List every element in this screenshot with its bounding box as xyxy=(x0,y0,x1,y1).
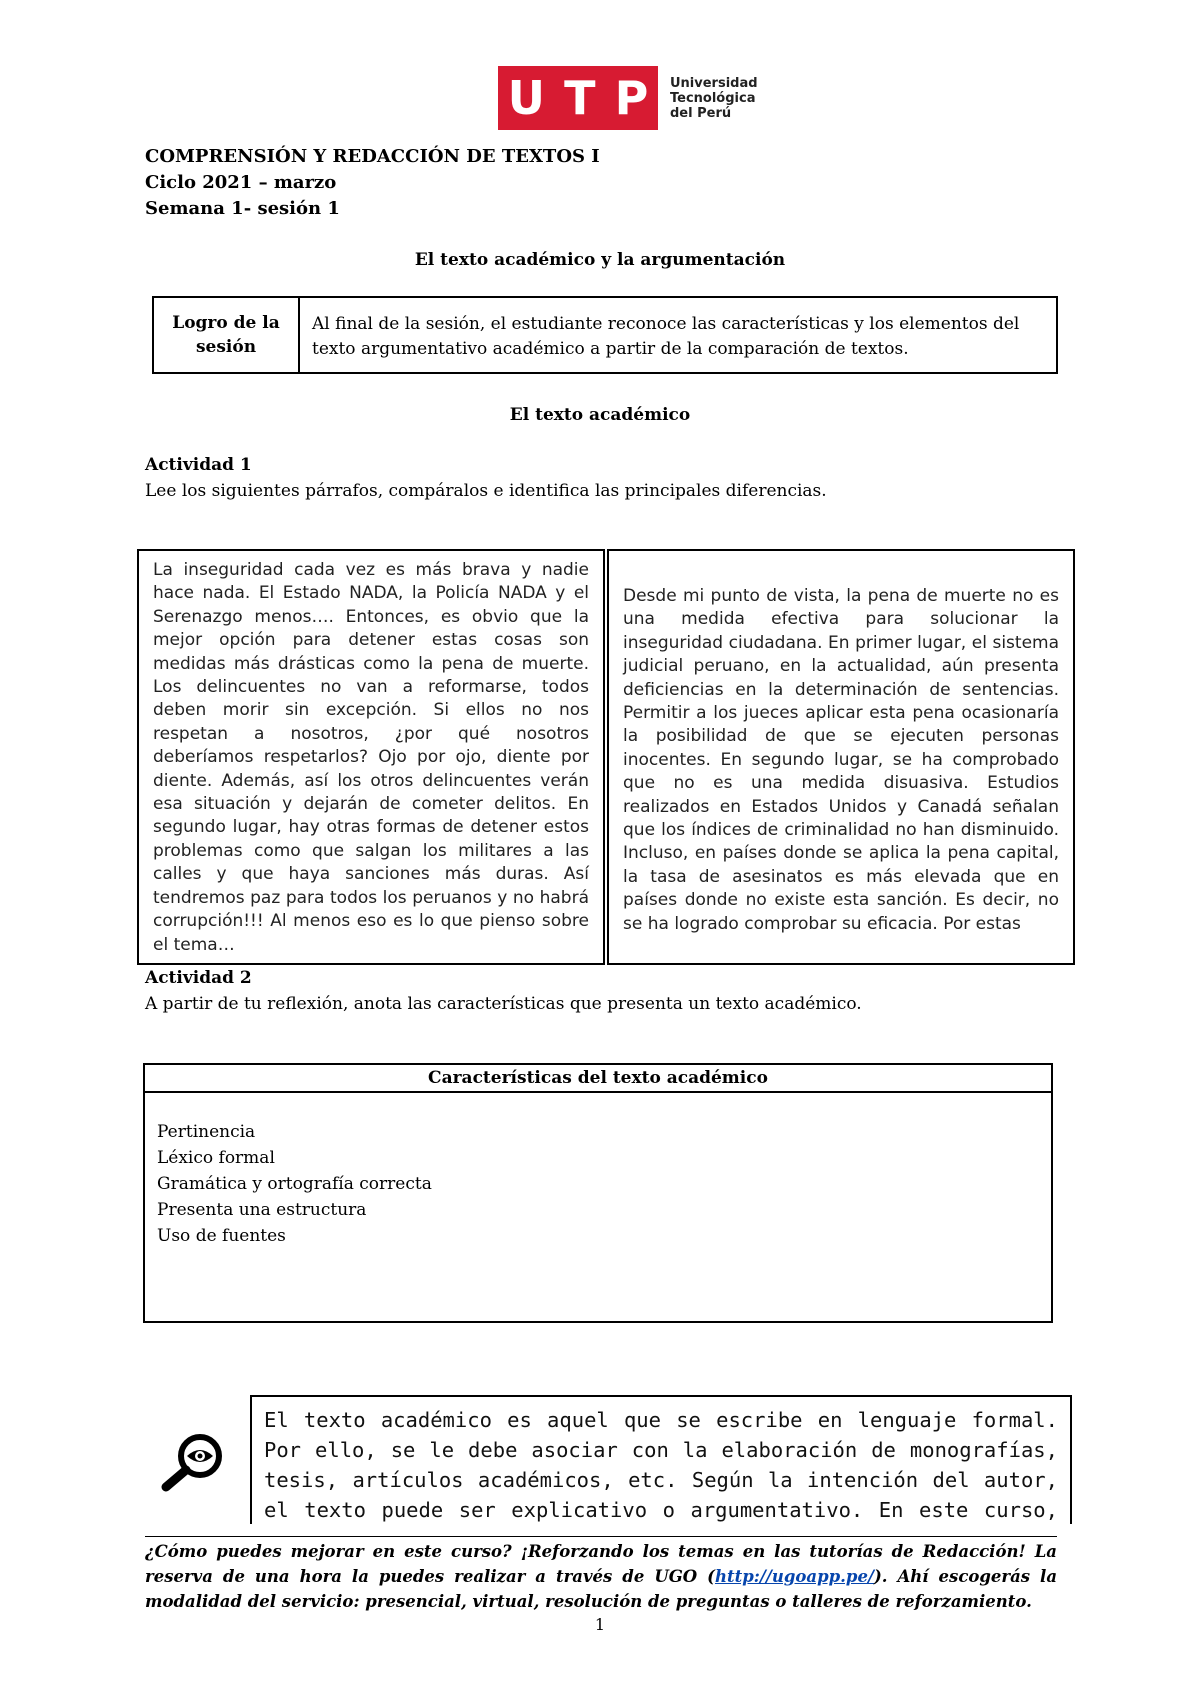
footer-note xyxy=(145,1539,1057,1614)
footer-note-start: ¿Cómo puedes mejorar en este curso? ¡Reforzando los temas en las tutorías de Redacción! La reserva de una hora la puedes realizar a través de UGO ( xyxy=(145,1542,1057,1586)
characteristic-item: Gramática y ortografía correcta xyxy=(157,1174,432,1194)
activity2-title: Actividad 2 xyxy=(145,968,252,988)
ugo-link[interactable]: http://ugoapp.pe/ xyxy=(714,1567,874,1586)
activity1-title: Actividad 1 xyxy=(145,455,252,475)
utp-logo-mark xyxy=(498,66,658,130)
utp-logo xyxy=(498,66,758,130)
logo-letter-p: P xyxy=(614,71,649,125)
logo-line-3: del Perú xyxy=(670,105,732,121)
course-title: COMPRENSIÓN Y REDACCIÓN DE TEXTOS I xyxy=(145,146,600,167)
magnifier-eye-icon xyxy=(160,1432,230,1492)
cycle-label: Ciclo 2021 – marzo xyxy=(145,172,337,193)
characteristic-item: Presenta una estructura xyxy=(157,1200,367,1220)
paragraph-academic: Desde mi punto de vista, la pena de muerte no es una medida efectiva para solucionar la inseguridad ciudadana. En primer lugar, el sistema judicial peruano, en la actualidad, aún presenta deficiencias en la determinación de sentencias. Permitir a los jueces aplicar esta pena ocasionaría la posibilidad de que se ejecuten personas inocentes. En segundo lugar, se ha comprobado que no es una medida disuasiva. Estudios realizados en Estados Unidos y Canadá señalan que los índices de criminalidad no han disminuido. Incluso, en países donde se aplica la pena capital, la tasa de asesinatos es más elevada que en países donde no existe esta sanción. Es decir, no se ha logrado comprobar su eficacia. Por estas xyxy=(607,549,1075,965)
characteristic-item: Pertinencia xyxy=(157,1122,256,1142)
footer-note-end: ). Ahí escogerás la modalidad del servicio: presencial, virtual, resolución de preguntas o talleres de reforzamiento. xyxy=(145,1567,1058,1611)
activity1-instruction: Lee los siguientes párrafos, compáralos e identifica las principales diferencias. xyxy=(145,481,827,501)
logro-text: Al final de la sesión, el estudiante reconoce las características y los elementos del texto argumentativo académico a partir de la comparación de textos. xyxy=(312,314,1020,359)
characteristic-item: Uso de fuentes xyxy=(157,1226,286,1246)
characteristics-list xyxy=(145,1093,1051,1249)
characteristics-table xyxy=(143,1063,1053,1323)
section-title: El texto académico xyxy=(509,405,691,425)
logro-label: Logro de la sesión xyxy=(154,298,300,372)
logo-line-1: Universidad xyxy=(670,75,758,91)
logo-university-name xyxy=(670,76,758,121)
activity2-instruction: A partir de tu reflexión, anota las características que presenta un texto académico. xyxy=(145,994,862,1014)
logo-line-2: Tecnológica xyxy=(670,90,756,106)
session-title: El texto académico y la argumentación xyxy=(414,250,786,270)
logo-letter-u: U xyxy=(507,71,545,125)
callout-box: El texto académico es aquel que se escribe en lenguaje formal. Por ello, se le debe asociar con la elaboración de monografías, tesis, artículos académicos, etc. Según la intención del autor, el texto puede ser explicativo o argumentativo. En este curso, xyxy=(250,1395,1072,1524)
page-number: 1 xyxy=(594,1615,606,1634)
footer-divider xyxy=(145,1536,1057,1537)
characteristics-header: Características del texto académico xyxy=(145,1065,1051,1093)
logo-letter-t: T xyxy=(564,71,596,125)
week-label: Semana 1- sesión 1 xyxy=(145,198,340,219)
paragraph-informal: La inseguridad cada vez es más brava y nadie hace nada. El Estado NADA, la Policía NADA y el Serenazgo menos…. Entonces, es obvio que la mejor opción para detener estas cosas son medidas más drásticas como la pena de muerte. Los delincuentes no van a reformarse, todos deben morir sin excepción. Si ellos no nos respetan a nosotros, ¿por qué nosotros deberíamos respetarlos? Ojo por ojo, diente por diente. Además, así los otros delincuentes verán esa situación y dejarán de cometer delitos. En segundo lugar, hay otras formas de detener estos problemas como que salgan los militares a las calles y que haya sanciones más duras. Así tendremos paz para todos los peruanos y no habrá corrupción!!! Al menos eso es lo que pienso sobre el tema… xyxy=(137,549,605,965)
characteristic-item: Léxico formal xyxy=(157,1148,275,1168)
logro-table xyxy=(152,296,1058,374)
